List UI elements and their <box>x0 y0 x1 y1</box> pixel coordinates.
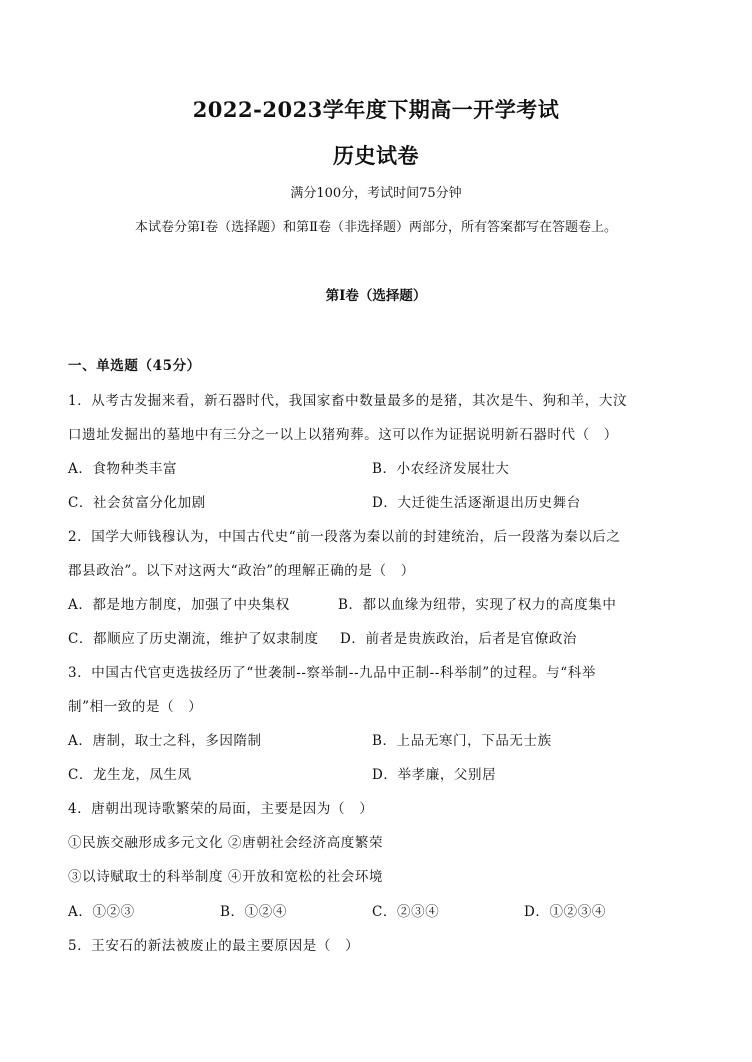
instructions-note: 本试卷分第Ⅰ卷（选择题）和第Ⅱ卷（非选择题）两部分，所有答案都写在答题卷上。 <box>135 220 617 235</box>
question-5-line-1: 5．王安石的新法被废止的最主要原因是（ ） <box>68 938 360 954</box>
question-4-line-1: 4．唐朝出现诗歌繁荣的局面，主要是因为（ ） <box>68 801 374 817</box>
question-2-option-c: C．都顺应了历史潮流，维护了奴隶制度 <box>68 631 319 647</box>
question-3-option-d: D．举孝廉，父别居 <box>372 767 497 783</box>
question-4-line-2: ①民族交融形成多元文化 ②唐朝社会经济高度繁荣 <box>68 835 384 851</box>
question-3-line-2: 制”相一致的是（ ） <box>68 699 203 715</box>
question-4-option-b: B．①②④ <box>220 904 287 920</box>
score-time-note: 满分100分，考试时间75分钟 <box>290 186 462 201</box>
section-title: 第Ⅰ卷（选择题） <box>325 288 427 304</box>
question-1-option-b: B．小农经济发展壮大 <box>372 461 510 477</box>
question-2-option-a: A．都是地方制度，加强了中央集权 <box>68 597 290 613</box>
question-1-line-1: 1．从考古发掘来看，新石器时代，我国家畜中数量最多的是猪，其次是牛、狗和羊，大汶 <box>68 393 628 409</box>
exam-subtitle: 历史试卷 <box>333 143 419 168</box>
question-1-option-d: D．大迁徙生活逐渐退出历史舞台 <box>372 495 581 511</box>
question-4-line-3: ③以诗赋取士的科举制度 ④开放和宽松的社会环境 <box>68 869 384 885</box>
question-3-option-c: C．龙生龙，凤生凤 <box>68 767 192 783</box>
question-4-option-a: A．①②③ <box>68 904 135 920</box>
question-1-line-2: 口遗址发掘出的墓地中有三分之一以上以猪殉葬。这可以作为证据说明新石器时代（ ） <box>68 427 618 443</box>
question-2-option-b: B．都以血缘为纽带，实现了权力的高度集中 <box>338 597 617 613</box>
question-4-option-c: C．②③④ <box>372 904 440 920</box>
question-3-option-b: B．上品无寒门，下品无士族 <box>372 733 552 749</box>
part-heading: 一、单选题（45分） <box>68 358 201 374</box>
question-2-option-d: D．前者是贵族政治，后者是官僚政治 <box>340 631 578 647</box>
question-3-option-a: A．唐制，取士之科，多因隋制 <box>68 733 262 749</box>
question-2-line-2: 郡县政治”。以下对这两大“政治”的理解正确的是（ ） <box>68 563 415 579</box>
question-3-line-1: 3．中国古代官吏选拔经历了“世袭制--察举制--九品中正制--科举制”的过程。与“科举 <box>68 665 596 681</box>
question-2-line-1: 2．国学大师钱穆认为，中国古代史“前一段落为秦以前的封建统治，后一段落为秦以后之 <box>68 529 621 545</box>
question-4-option-d: D．①②③④ <box>524 904 606 920</box>
question-1-option-c: C．社会贫富分化加剧 <box>68 495 206 511</box>
exam-title: 2022-2023学年度下期高一开学考试 <box>192 97 560 122</box>
question-1-option-a: A．食物种类丰富 <box>68 461 178 477</box>
